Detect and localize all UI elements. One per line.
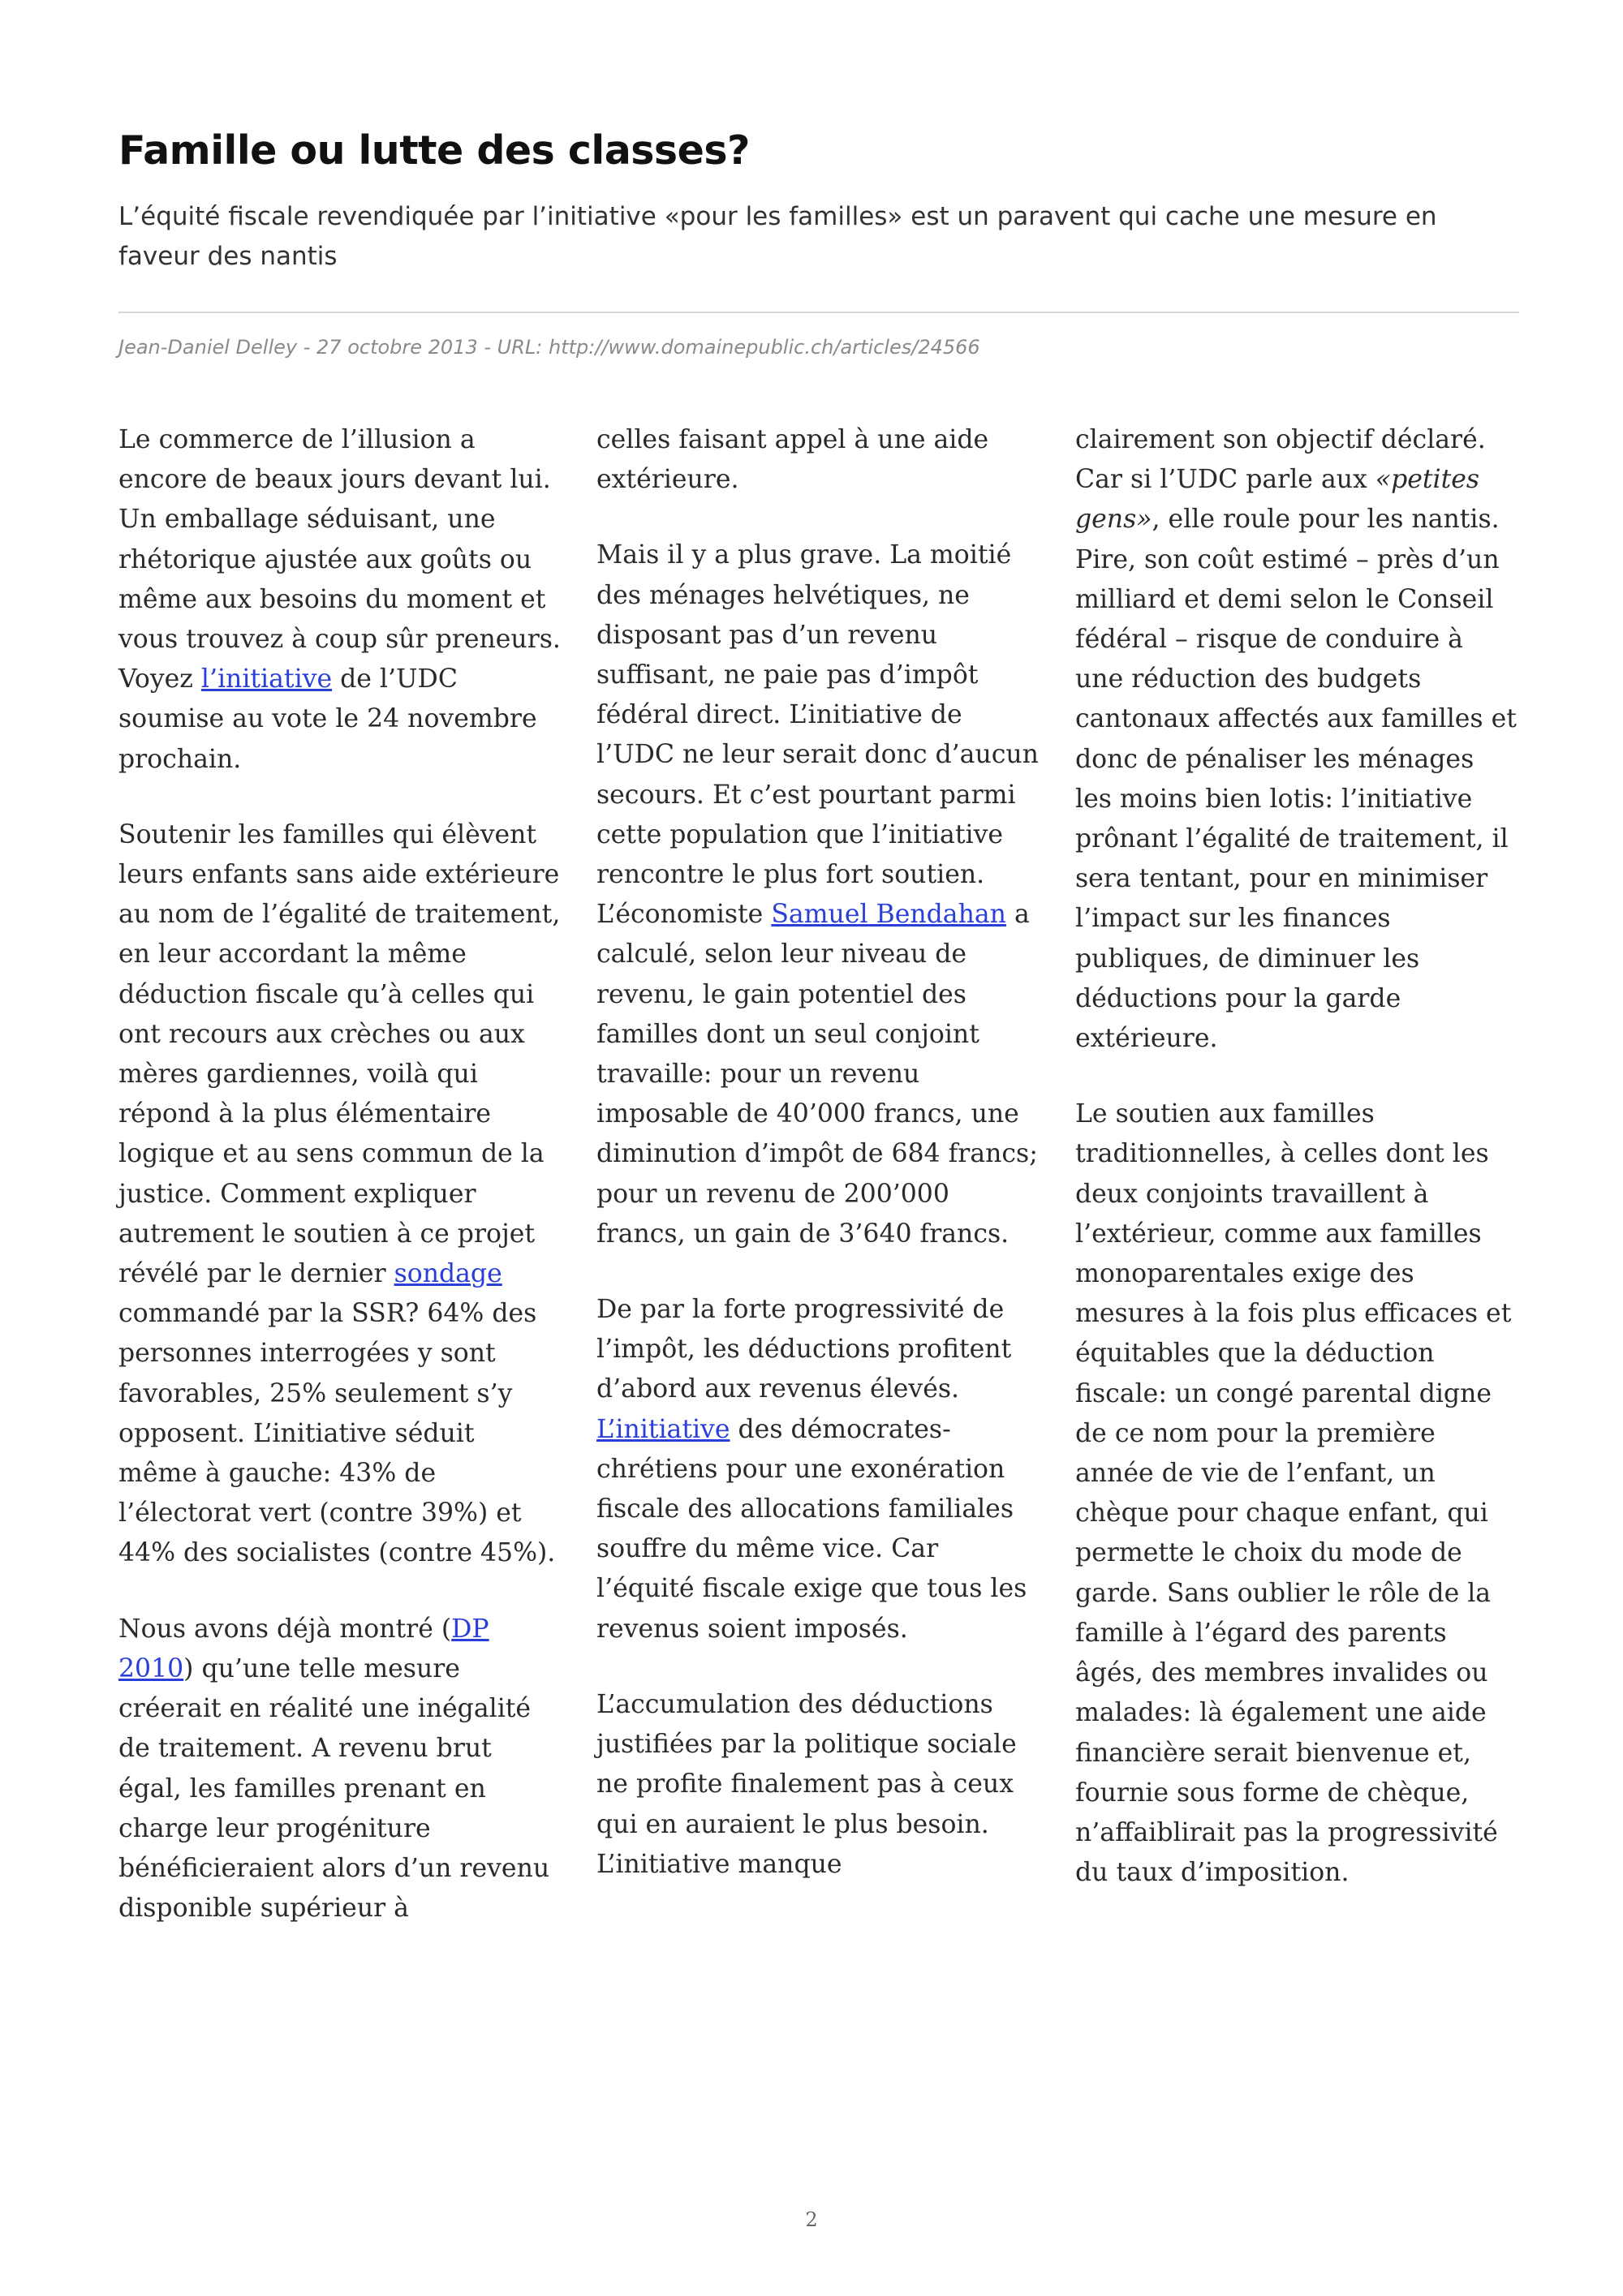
text-column-1 [118,420,561,1964]
sondage-link[interactable]: sondage [394,1259,502,1289]
paragraph: celles faisant appel à une aide extérieure. [596,425,989,495]
initiative-pdc-link[interactable]: L’initiative [596,1414,730,1444]
paragraph: Le soutien aux familles traditionnelles, à celles dont les deux conjoints travaillent à l’extérieur, comme aux familles monoparentales exige des mesures à la fois plus efficaces et équitables que la déduction fiscale: un congé parental digne de ce nom pour la première année de vie de l’enfant, un chèque pour chaque enfant, qui permette le choix du mode de garde. Sans oublier le rôle de la famille à l’égard des parents âgés, des membres invalides ou malades: là également une aide financière serait bienvenue et, fournie sous forme de chèque, n’affaiblirait pas la progressivité du taux d’imposition. [1075,1099,1512,1888]
initiative-udc-link[interactable]: l’initiative [200,664,333,694]
article-subtitle: L’équité fiscale revendiquée par l’initiative «pour les familles» est un paravent qui cache une mesure en faveur des nantis [118,202,1437,271]
article-title: Famille ou lutte des classes? [118,127,750,174]
article-byline: Jean-Daniel Delley - 27 octobre 2013 - URL: http://www.domainepublic.ch/articles/24566 [118,336,980,359]
paragraph: Nous avons déjà montré (DP 2010) qu’une telle mesure créerait en réalité une inégalité de traitement. A revenu brut égal, les familles prenant en charge leur progéniture bénéficieraient alors d’un revenu disponible supérieur à [118,1614,550,1924]
text-column-2 [596,420,1039,1920]
dp-2010-link[interactable]: DP 2010 [118,1614,489,1683]
paragraph: Le commerce de l’illusion a encore de beaux jours devant lui. Un emballage séduisant, une rhétorique ajustée aux goûts ou même aux besoins du moment et vous trouvez à coup sûr preneurs. Voyez l’initiative de l’UDC soumise au vote le 24 novembre prochain. [118,425,561,774]
paragraph: Soutenir les familles qui élèvent leurs enfants sans aide extérieure au nom de l’égalité de traitement, en leur accordant la même déduction fiscale qu’à celles qui ont recours aux crèches ou aux mères gardiennes, voilà qui répond à la plus élémentaire logique et au sens commun de la justice. Comment expliquer autrement le soutien à ce projet révélé par le dernier sondage commandé par la SSR? 64% des personnes interrogées y sont favorables, 25% seulement s’y opposent. L’initiative séduit même à gauche: 43% de l’électorat vert (contre 39%) et 44% des socialistes (contre 45%). [118,819,561,1568]
paragraph: Mais il y a plus grave. La moitié des ménages helvétiques, ne disposant pas d’un revenu suffisant, ne paie pas d’impôt fédéral direct. L’initiative de l’UDC ne leur serait donc d’aucun secours. Et c’est pourtant parmi cette population que l’initiative rencontre le plus fort soutien. L’économiste Samuel Bendahan a calculé, selon leur niveau de revenu, le gain potentiel des familles dont un seul conjoint travaille: pour un revenu imposable de 40’000 francs, une diminution d’impôt de 684 francs; pour un revenu de 200’000 francs, un gain de 3’640 francs. [596,540,1039,1249]
text-column-3 [1075,420,1518,1928]
page-number: 2 [805,2208,818,2231]
paragraph: clairement son objectif déclaré. Car si l’UDC parle aux «petites gens», elle roule pour les nantis. Pire, son coût estimé – près d’un milliard et demi selon le Conseil fédéral – risque de conduire à une réduction des budgets cantonaux affectés aux familles et donc de pénaliser les ménages les moins bien lotis: l’initiative prônant l’égalité de traitement, il sera tentant, pour en minimiser l’impact sur les finances publiques, de diminuer les déductions pour la garde extérieure. [1075,425,1517,1054]
paragraph: De par la forte progressivité de l’impôt, les déductions profitent d’abord aux revenus élevés. L’initiative des démocrates-chrétiens pour une exonération fiscale des allocations familiales souffre du même vice. Car l’équité fiscale exige que tous les revenus soient imposés. [596,1295,1027,1644]
paragraph: L’accumulation des déductions justifiées par la politique sociale ne profite finalement pas à ceux qui en auraient le plus besoin. L’initiative manque [596,1689,1017,1879]
emphasis-text: «petites gens» [1075,465,1480,535]
samuel-bendahan-link[interactable]: Samuel Bendahan [771,900,1006,930]
header-divider [118,312,1519,313]
